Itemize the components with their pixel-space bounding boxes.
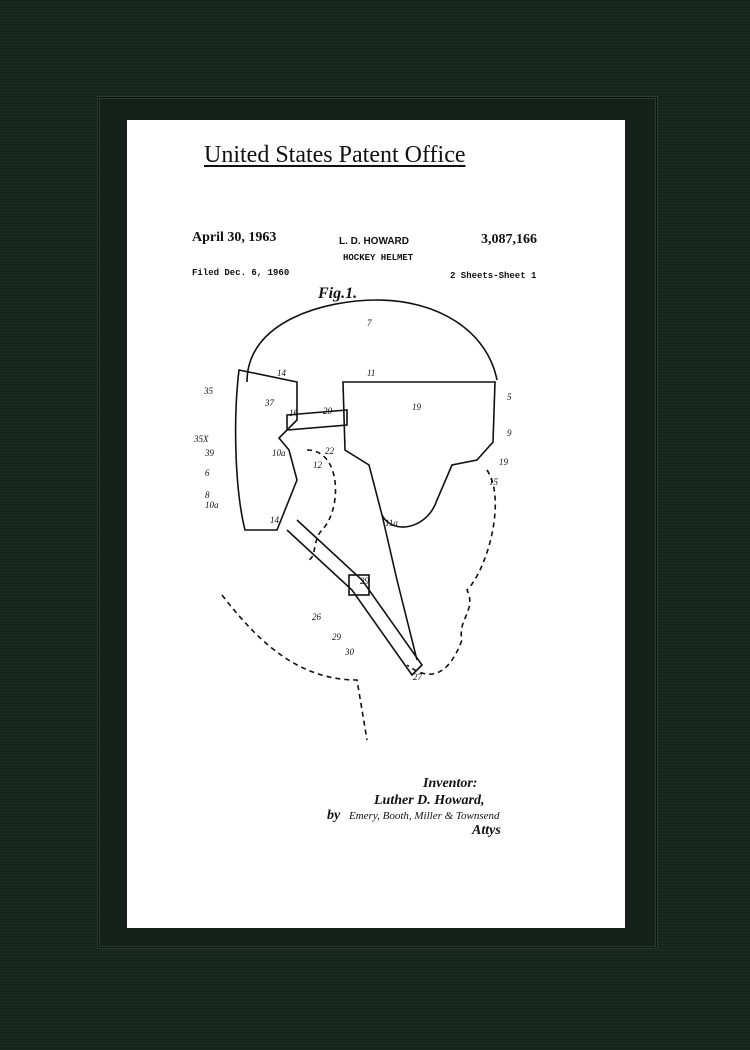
ref-numeral: 19 bbox=[412, 402, 421, 412]
ref-numeral: 14 bbox=[270, 515, 279, 525]
ref-numeral: 11 bbox=[367, 368, 376, 378]
patent-subject: HOCKEY HELMET bbox=[343, 253, 414, 263]
ref-numeral: 9 bbox=[507, 428, 512, 438]
ref-numeral: 29 bbox=[360, 576, 369, 586]
inventor-name: Luther D. Howard, bbox=[374, 793, 485, 808]
by-label: by bbox=[327, 808, 341, 823]
ref-numeral: 10a bbox=[272, 448, 286, 458]
ref-numeral: 16 bbox=[289, 408, 298, 418]
ref-numeral: 26 bbox=[312, 612, 321, 622]
attorneys-suffix: Attys bbox=[472, 823, 501, 838]
ref-numeral: 27 bbox=[413, 672, 422, 682]
ref-numeral: 8 bbox=[205, 490, 210, 500]
chin-strap-front bbox=[382, 515, 417, 660]
patent-number: 3,087,166 bbox=[481, 232, 537, 247]
ref-numeral: 15 bbox=[489, 477, 498, 487]
inventor-short: L. D. HOWARD bbox=[339, 236, 409, 247]
ref-numeral: 6 bbox=[205, 468, 210, 478]
inventor-label: Inventor: bbox=[423, 776, 478, 791]
ref-numeral: 19 bbox=[499, 457, 508, 467]
ref-numeral: 30 bbox=[345, 647, 354, 657]
page-title: United States Patent Office bbox=[204, 142, 466, 168]
ref-numeral: 12 bbox=[313, 460, 322, 470]
filed-date: Filed Dec. 6, 1960 bbox=[192, 268, 290, 278]
ref-numeral: 35 bbox=[204, 386, 213, 396]
ref-numeral: 22 bbox=[325, 446, 334, 456]
ref-numeral: 20 bbox=[323, 406, 332, 416]
ref-numeral: 5 bbox=[507, 392, 512, 402]
ref-numeral: 35X bbox=[194, 434, 209, 444]
rear-pad bbox=[236, 370, 297, 530]
ref-numeral: 7 bbox=[367, 318, 372, 328]
patent-print bbox=[127, 120, 625, 928]
attorneys-signature: Emery, Booth, Miller & Townsend bbox=[349, 810, 500, 822]
ref-numeral: 37 bbox=[265, 398, 274, 408]
ref-numeral: 14 bbox=[277, 368, 286, 378]
patent-date: April 30, 1963 bbox=[192, 230, 277, 245]
ref-numeral: 29 bbox=[332, 632, 341, 642]
ref-numeral: 10a bbox=[205, 500, 219, 510]
figure-label: Fig.1. bbox=[318, 285, 358, 302]
sheet-info: 2 Sheets-Sheet 1 bbox=[450, 271, 537, 281]
ref-numeral: 11a bbox=[385, 518, 398, 528]
ref-numeral: 39 bbox=[205, 448, 214, 458]
